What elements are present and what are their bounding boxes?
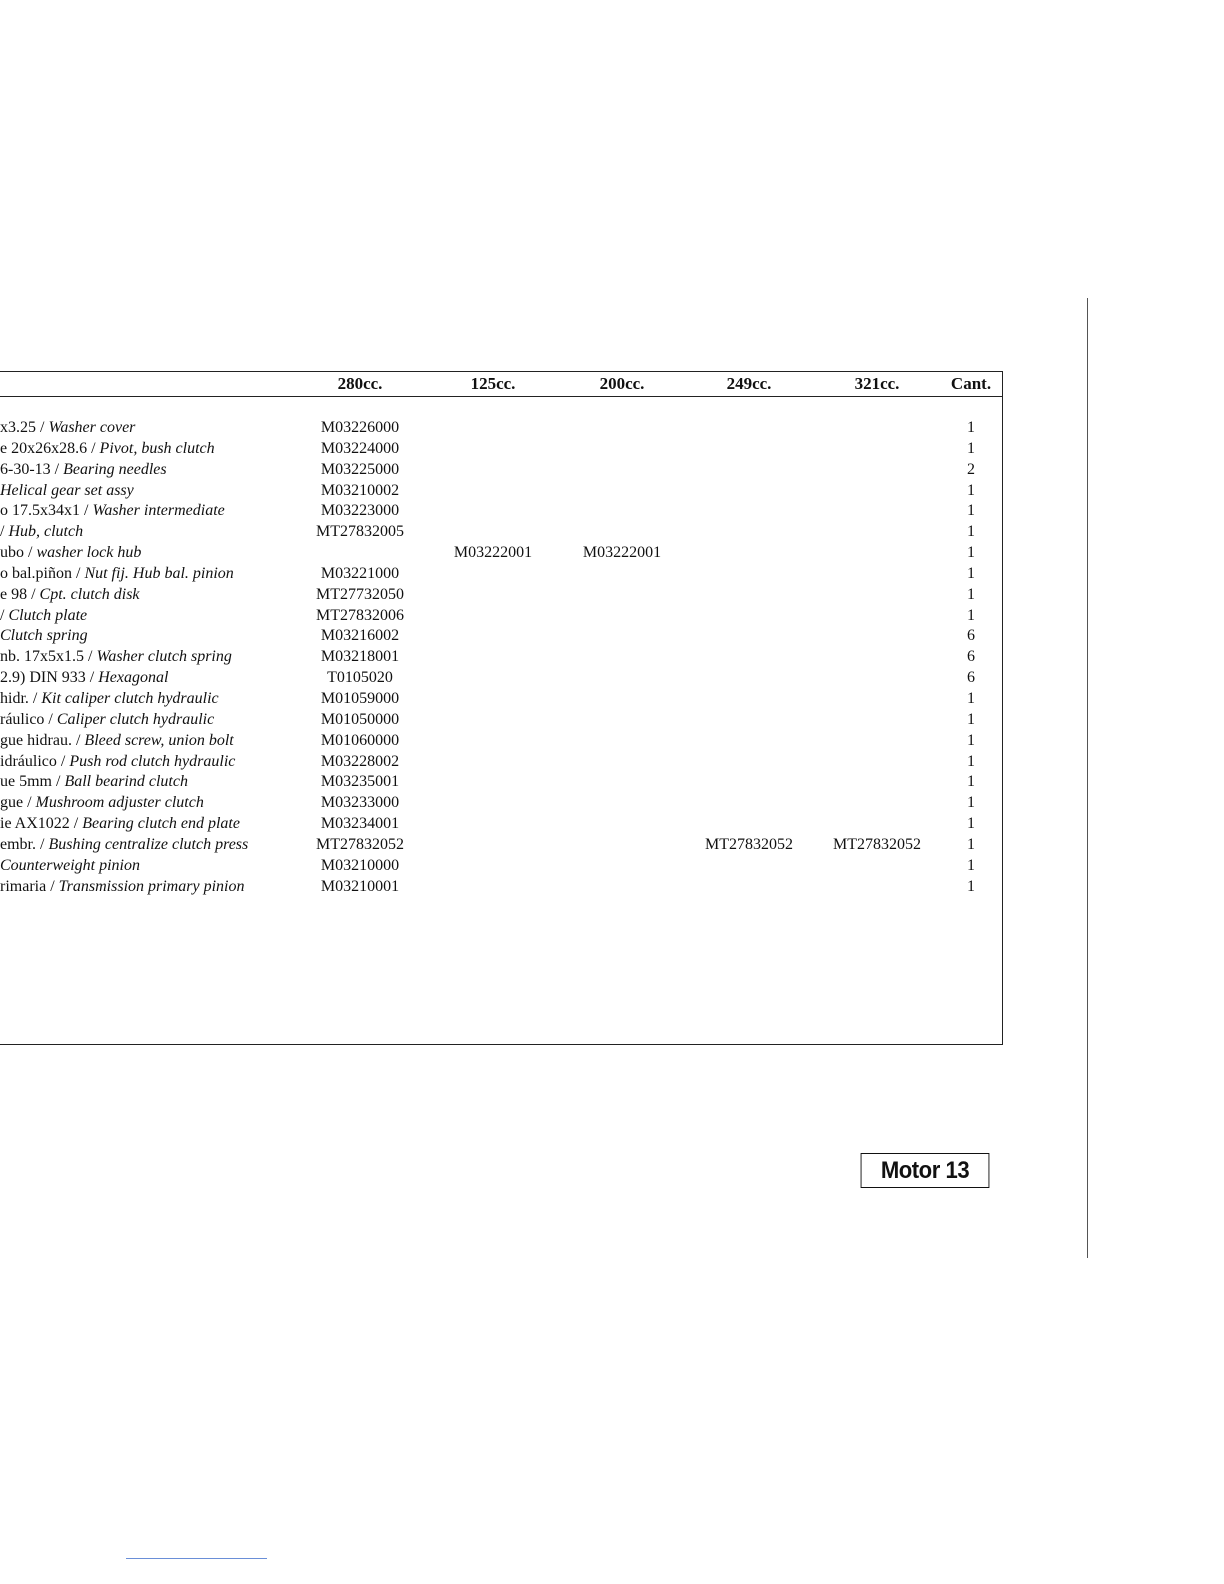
part-description bbox=[0, 626, 88, 646]
column-header-quantity: Cant. bbox=[950, 374, 992, 393]
description-english: Cpt. clutch disk bbox=[39, 585, 140, 603]
section-label: Motor 13 bbox=[880, 1156, 970, 1184]
quantity: 1 bbox=[967, 794, 975, 812]
table-row bbox=[0, 522, 1002, 543]
part-description bbox=[0, 418, 135, 438]
part-number-280cc: M03210000 bbox=[320, 856, 400, 874]
quantity: 1 bbox=[967, 439, 975, 457]
description-english: Bearing needles bbox=[63, 460, 167, 478]
description-english: Hexagonal bbox=[98, 669, 169, 687]
table-body bbox=[0, 418, 1002, 897]
quantity: 6 bbox=[967, 669, 975, 687]
quantity: 1 bbox=[967, 585, 975, 603]
description-spanish: ubo / bbox=[0, 544, 37, 562]
part-number-280cc: M03233000 bbox=[320, 794, 400, 812]
column-header-321cc: 321cc. bbox=[854, 374, 900, 393]
quantity: 1 bbox=[967, 419, 975, 436]
part-number-280cc: M01060000 bbox=[320, 731, 400, 749]
table-row bbox=[0, 606, 1002, 627]
part-number-249cc: MT27832052 bbox=[705, 835, 793, 853]
part-number-280cc: M01050000 bbox=[320, 710, 400, 728]
quantity: 1 bbox=[967, 835, 975, 853]
part-number-280cc: M03224000 bbox=[320, 439, 400, 457]
part-description bbox=[0, 543, 141, 563]
description-english: washer lock hub bbox=[36, 544, 142, 562]
table-row bbox=[0, 856, 1002, 877]
part-number-280cc: MT27832006 bbox=[316, 606, 404, 624]
part-number-280cc: T0105020 bbox=[327, 669, 393, 687]
part-description bbox=[0, 647, 232, 667]
quantity: 1 bbox=[967, 815, 975, 833]
quantity: 1 bbox=[967, 502, 975, 520]
description-spanish: o 17.5x34x1 / bbox=[0, 502, 93, 520]
page-edge-rule bbox=[1087, 298, 1088, 1258]
description-english: Caliper clutch hydraulic bbox=[56, 710, 215, 728]
quantity: 1 bbox=[967, 773, 975, 791]
part-description bbox=[0, 793, 204, 813]
part-description bbox=[0, 522, 83, 542]
quantity: 1 bbox=[967, 523, 975, 541]
description-spanish: embr. / bbox=[0, 835, 49, 853]
description-spanish: idráulico / bbox=[0, 752, 70, 770]
part-description bbox=[0, 564, 234, 584]
part-description bbox=[0, 856, 140, 876]
part-description bbox=[0, 481, 134, 501]
column-header-280cc: 280cc. bbox=[337, 374, 383, 393]
description-spanish: x3.25 / bbox=[0, 419, 49, 436]
part-number-280cc: M01059000 bbox=[320, 689, 400, 707]
part-description bbox=[0, 689, 219, 709]
table-row bbox=[0, 772, 1002, 793]
description-spanish: hidr. / bbox=[0, 689, 42, 707]
table-row bbox=[0, 814, 1002, 835]
part-number-280cc: MT27832005 bbox=[316, 523, 404, 541]
quantity: 1 bbox=[967, 481, 975, 499]
description-english: Washer clutch spring bbox=[96, 648, 232, 666]
part-description bbox=[0, 877, 244, 897]
part-number-280cc: M03216002 bbox=[320, 627, 400, 645]
quantity: 1 bbox=[967, 731, 975, 749]
table-row bbox=[0, 481, 1002, 502]
description-english: Bleed screw, union bolt bbox=[84, 731, 234, 749]
quantity: 6 bbox=[967, 627, 975, 645]
description-english: Clutch plate bbox=[8, 606, 88, 624]
description-english: Ball bearind clutch bbox=[64, 773, 188, 791]
description-spanish: e 20x26x28.6 / bbox=[0, 439, 100, 457]
table-row bbox=[0, 626, 1002, 647]
table-row bbox=[0, 689, 1002, 710]
part-number-280cc: M03223000 bbox=[320, 502, 400, 520]
table-row bbox=[0, 752, 1002, 773]
table-row bbox=[0, 731, 1002, 752]
description-spanish: o bal.piñon / bbox=[0, 564, 85, 582]
description-english: Transmission primary pinion bbox=[58, 877, 245, 895]
description-english: Bushing centralize clutch press bbox=[48, 835, 249, 853]
description-spanish: gue hidrau. / bbox=[0, 731, 85, 749]
description-spanish: nb. 17x5x1.5 / bbox=[0, 648, 97, 666]
table-row bbox=[0, 793, 1002, 814]
table-row bbox=[0, 647, 1002, 668]
description-english: Mushroom adjuster clutch bbox=[35, 794, 204, 812]
part-description bbox=[0, 585, 140, 605]
description-spanish: / bbox=[0, 606, 9, 624]
description-spanish: 2.9) DIN 933 / bbox=[0, 669, 99, 687]
description-english: Bearing clutch end plate bbox=[82, 815, 240, 833]
part-description bbox=[0, 606, 87, 626]
table-row bbox=[0, 585, 1002, 606]
scan-mark-line bbox=[126, 1558, 267, 1559]
description-spanish: rimaria / bbox=[0, 877, 59, 895]
part-description bbox=[0, 439, 215, 459]
column-header-249cc: 249cc. bbox=[726, 374, 772, 393]
part-description bbox=[0, 772, 188, 792]
table-row bbox=[0, 418, 1002, 439]
table-row bbox=[0, 668, 1002, 689]
quantity: 1 bbox=[967, 564, 975, 582]
part-description bbox=[0, 668, 168, 688]
quantity: 6 bbox=[967, 648, 975, 666]
parts-table bbox=[0, 371, 1003, 1045]
table-row bbox=[0, 710, 1002, 731]
part-description bbox=[0, 460, 167, 480]
table-row bbox=[0, 877, 1002, 898]
column-header-200cc: 200cc. bbox=[599, 374, 645, 393]
part-description bbox=[0, 501, 225, 521]
part-number-280cc: M03218001 bbox=[320, 648, 400, 666]
table-row bbox=[0, 543, 1002, 564]
part-number-280cc: MT27732050 bbox=[316, 585, 404, 603]
part-description bbox=[0, 731, 234, 751]
part-number-280cc: M03221000 bbox=[320, 564, 400, 582]
description-english: Nut fij. Hub bal. pinion bbox=[84, 564, 234, 582]
description-english: Kit caliper clutch hydraulic bbox=[41, 689, 219, 707]
part-number-280cc: M03234001 bbox=[320, 815, 400, 833]
part-number-280cc: M03226000 bbox=[320, 419, 400, 436]
section-label-box bbox=[861, 1153, 990, 1188]
quantity: 1 bbox=[967, 752, 975, 770]
description-english: Hub, clutch bbox=[8, 523, 84, 541]
quantity: 1 bbox=[967, 856, 975, 874]
description-english: Washer cover bbox=[48, 419, 136, 436]
description-spanish: gue / bbox=[0, 794, 36, 812]
part-number-280cc: M03225000 bbox=[320, 460, 400, 478]
part-description bbox=[0, 752, 235, 772]
quantity: 2 bbox=[967, 460, 975, 478]
part-number-280cc: M03235001 bbox=[320, 773, 400, 791]
part-number-280cc: M03228002 bbox=[320, 752, 400, 770]
table-row bbox=[0, 439, 1002, 460]
part-number-321cc: MT27832052 bbox=[833, 835, 921, 853]
column-header-125cc: 125cc. bbox=[470, 374, 516, 393]
quantity: 1 bbox=[967, 877, 975, 895]
quantity: 1 bbox=[967, 606, 975, 624]
table-row bbox=[0, 835, 1002, 856]
part-description bbox=[0, 710, 214, 730]
description-spanish: e 98 / bbox=[0, 585, 40, 603]
description-english: Pivot, bush clutch bbox=[99, 439, 215, 457]
description-spanish: ráulico / bbox=[0, 710, 57, 728]
description-english: Push rod clutch hydraulic bbox=[69, 752, 236, 770]
part-description bbox=[0, 814, 240, 834]
quantity: 1 bbox=[967, 689, 975, 707]
part-number-280cc: MT27832052 bbox=[316, 835, 404, 853]
description-english: Counterweight pinion bbox=[0, 856, 140, 874]
part-number-200cc: M03222001 bbox=[582, 544, 662, 562]
quantity: 1 bbox=[967, 544, 975, 562]
description-spanish: ie AX1022 / bbox=[0, 815, 83, 833]
header-divider bbox=[0, 396, 1002, 397]
part-number-280cc: M03210001 bbox=[320, 877, 400, 895]
table-row bbox=[0, 460, 1002, 481]
description-spanish: ue 5mm / bbox=[0, 773, 65, 791]
description-english: Clutch spring bbox=[0, 627, 88, 645]
part-description bbox=[0, 835, 248, 855]
description-spanish: / bbox=[0, 523, 9, 541]
description-english: Helical gear set assy bbox=[0, 481, 134, 499]
part-number-125cc: M03222001 bbox=[453, 544, 533, 562]
part-number-280cc: M03210002 bbox=[320, 481, 400, 499]
table-row bbox=[0, 564, 1002, 585]
quantity: 1 bbox=[967, 710, 975, 728]
description-spanish: 6-30-13 / bbox=[0, 460, 64, 478]
description-english: Washer intermediate bbox=[92, 502, 225, 520]
table-row bbox=[0, 501, 1002, 522]
